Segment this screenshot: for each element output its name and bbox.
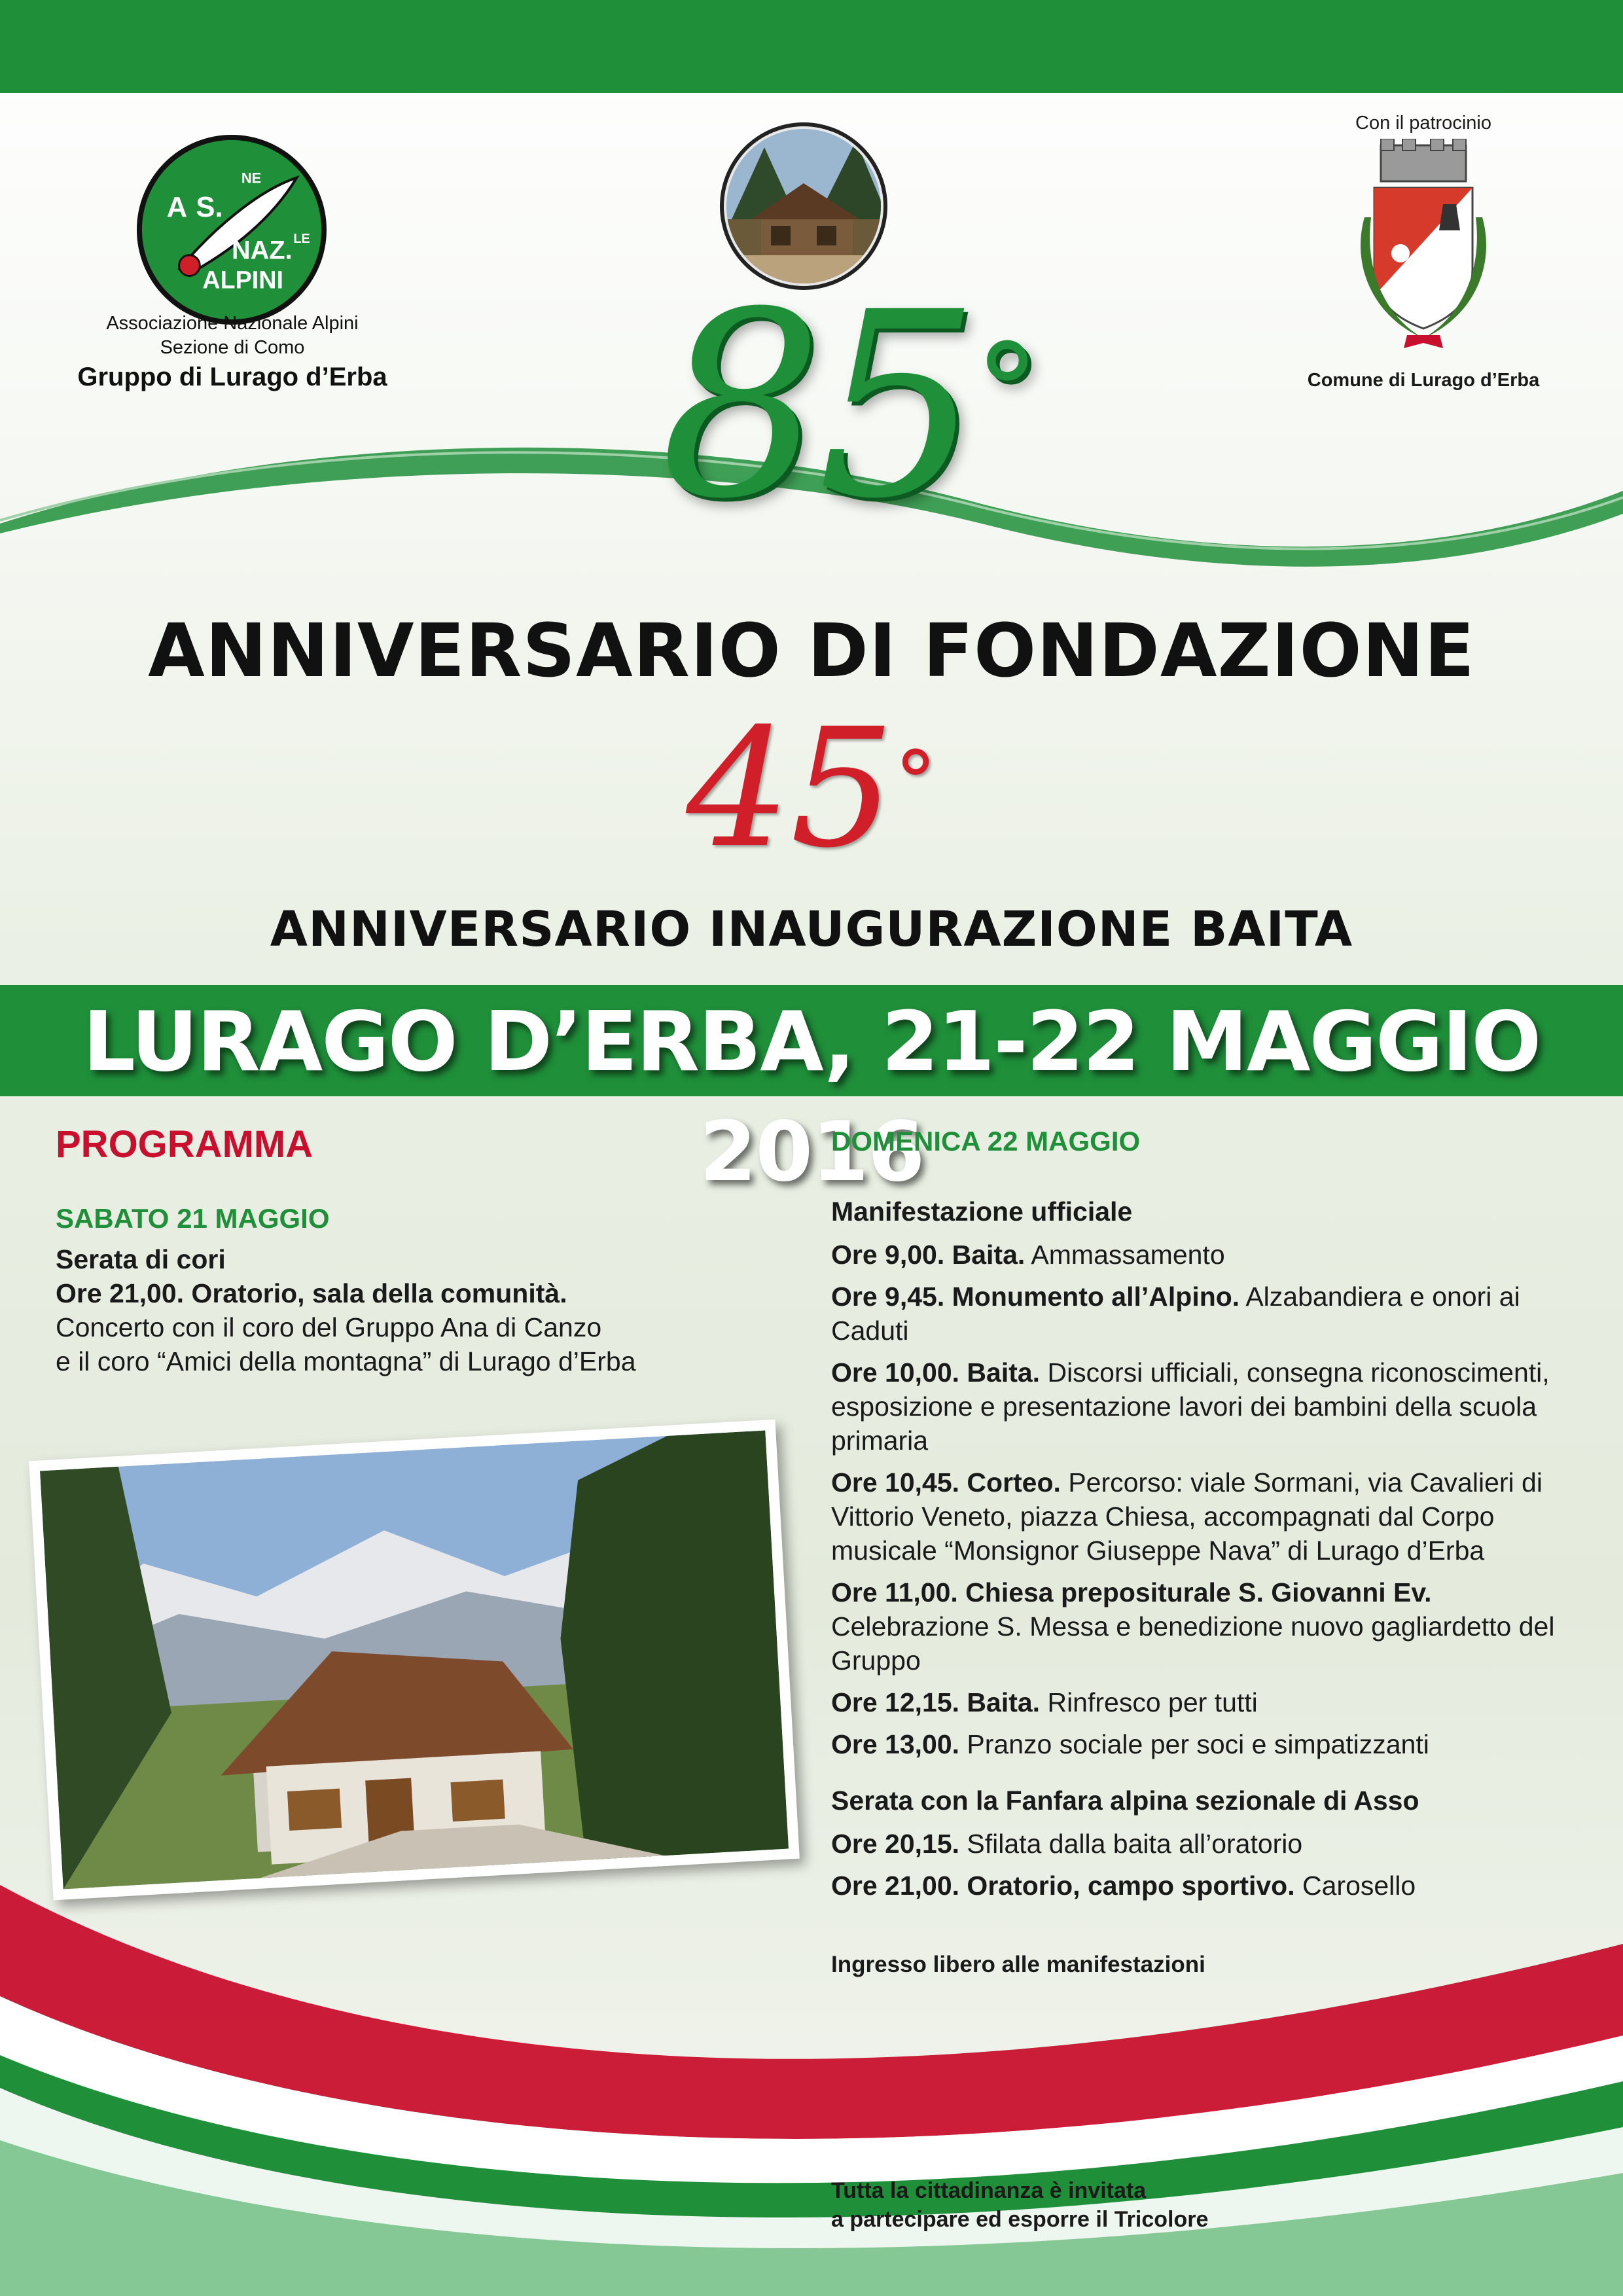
baita-photo-frame (29, 1420, 800, 1901)
saturday-program (56, 1242, 743, 1378)
ana-logo (134, 132, 329, 327)
schedule-item: Ore 10,00. Baita. Discorsi ufficiali, consegna riconoscimenti, esposizione e presentazione lavori dei bambini della scuola primaria (831, 1357, 1550, 1456)
saturday-desc-2: e il coro “Amici della montagna” di Lurago d’Erba (56, 1346, 636, 1376)
saturday-date: SABATO 21 MAGGIO (56, 1203, 330, 1234)
title-baita-inauguration: ANNIVERSARIO INAUGURAZIONE BAITA (270, 901, 1353, 958)
svg-text:NAZ.: NAZ. (232, 236, 293, 265)
crown-icon (1381, 139, 1466, 181)
svg-text:ALPINI: ALPINI (202, 266, 283, 294)
svg-text:S.: S. (196, 191, 223, 224)
schedule-item: Ore 11,00. Chiesa prepositurale S. Giovanni Ev. Celebrazione S. Messa e benedizione nuovo gagliardetto del Gruppo (831, 1577, 1555, 1676)
org-section: Sezione di Como (160, 337, 305, 358)
schedule-item: Ore 21,00. Oratorio, campo sportivo. Carosello (831, 1871, 1416, 1901)
schedule-item: Ore 9,00. Baita. Ammassamento (831, 1240, 1225, 1270)
citizen-invitation: Tutta la cittadinanza è invitata a partecipare ed esporre il Tricolore (831, 2178, 1209, 2232)
saturday-time-place: Ore 21,00. Oratorio, sala della comunità. (56, 1278, 567, 1308)
svg-text:LE: LE (293, 231, 310, 246)
saturday-heading: Serata di cori (56, 1244, 226, 1274)
schedule-item: Ore 10,45. Corteo. Percorso: viale Sormani, via Cavalieri di Vittorio Veneto, piazza Chiesa, accompagnati dal Corpo musicale “Monsignor Giuseppe Nava” di Lurago d’Erba (831, 1467, 1543, 1566)
org-name: Associazione Nazionale Alpini (106, 313, 359, 334)
baita-photo (40, 1431, 789, 1890)
schedule-item: Ore 12,15. Baita. Rinfresco per tutti (831, 1687, 1258, 1717)
schedule-item: Ore 20,15. Sfilata dalla baita all’oratorio (831, 1829, 1303, 1859)
pompom-icon (179, 255, 200, 276)
svg-text:A: A (166, 191, 188, 224)
schedule-item: Ore 9,45. Monumento all’Alpino. Alzabandiera e onori ai Caduti (831, 1282, 1520, 1346)
free-entry-note: Ingresso libero alle manifestazioni (831, 1952, 1205, 1977)
fanfare-evening-heading: Serata con la Fanfara alpina sezionale di Asso (831, 1785, 1419, 1816)
title-foundation: ANNIVERSARIO DI FONDAZIONE (148, 609, 1475, 694)
comune-crest (1345, 139, 1502, 361)
official-ceremony-heading: Manifestazione ufficiale (831, 1196, 1133, 1227)
patronage-label: Con il patrocinio (1355, 113, 1491, 134)
schedule-item: Ore 13,00. Pranzo sociale per soci e simpatizzanti (831, 1729, 1429, 1759)
event-date-location: LURAGO D’ERBA, 21-22 MAGGIO 2016 (82, 994, 1541, 1200)
program-title: PROGRAMMA (56, 1123, 313, 1166)
comune-label: Comune di Lurago d’Erba (1307, 370, 1540, 391)
saturday-desc-1: Concerto con il coro del Gruppo Ana di Canzo (56, 1312, 602, 1342)
top-green-bar (0, 0, 1623, 93)
org-group: Gruppo di Lurago d’Erba (77, 363, 387, 391)
sunday-program (831, 1194, 1571, 1910)
tricolore-swoosh-decoration (0, 1865, 1623, 2296)
svg-text:NE: NE (241, 170, 262, 187)
sunday-date: DOMENICA 22 MAGGIO (831, 1126, 1141, 1157)
anniversary-45-number: 45° (686, 693, 937, 884)
anniversary-85-number: 85° (660, 257, 1035, 554)
